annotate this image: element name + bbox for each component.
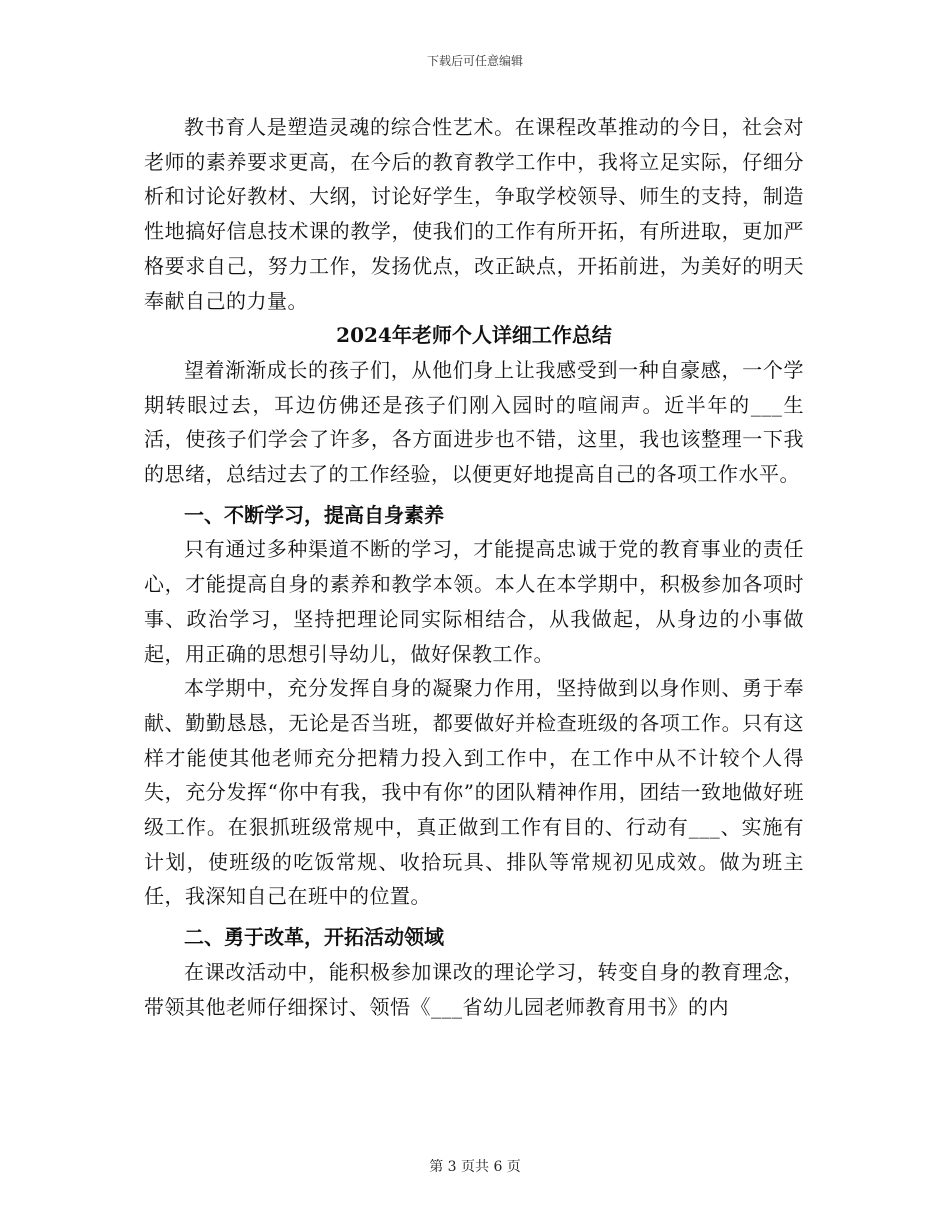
paragraph-1: 教书育人是塑造灵魂的综合性艺术。在课程改革推动的今日，社会对老师的素养要求更高，在今后的教育教学工作中，我将立足实际，仔细分析和讨论好教材、大纲，讨论好学生，争取学校领导、师生的支持，制造性地搞好信息技术课的教学，使我们的工作有所开拓，有所进取，更加严格要求自己，努力工作，发扬优点，改正缺点，开拓前进，为美好的明天奉献自己的力量。 — [144, 115, 804, 313]
page-footer: 第 3 页共 6 页 — [429, 1159, 521, 1175]
section-title: 2024年老师个人详细工作总结 — [336, 323, 612, 348]
paragraph-2: 望着渐渐成长的孩子们，从他们身上让我感受到一种自豪感，一个学期转眼过去，耳边仿佛还是孩子们刚入园时的喧闹声。近半年的___生活，使孩子们学会了许多，各方面进步也不错，这里，我也该整理一下我的思绪，总结过去了的工作经验，以便更好地提高自己的各项工作水平。 — [144, 357, 804, 487]
paragraph-4: 本学期中，充分发挥自身的凝聚力作用，坚持做到以身作则、勇于奉献、勤勤恳恳，无论是否当班，都要做好并检查班级的各项工作。只有这样才能使其他老师充分把精力投入到工作中，在工作中从不计较个人得失，充分发挥“你中有我，我中有你”的团队精神作用，团结一致地做好班级工作。在狠抓班级常规中，真正做到工作有目的、行动有___、实施有计划，使班级的吃饭常规、收拾玩具、排队等常规初见成效。做为班主任，我深知自己在班中的位置。 — [144, 676, 804, 909]
document-body — [144, 110, 804, 1024]
page-header: 下载后可任意编辑 — [426, 54, 523, 68]
paragraph-3: 只有通过多种渠道不断的学习，才能提高忠诚于党的教育事业的责任心，才能提高自身的素养和教学本领。本人在本学期中，积极参加各项时事、政治学习，坚持把理论同实际相结合，从我做起，从身边的小事做起，用正确的思想引导幼儿，做好保教工作。 — [144, 537, 804, 666]
heading-1: 一、不断学习，提高自身素养 — [184, 502, 444, 527]
heading-2: 二、勇于改革，开拓活动领域 — [184, 925, 444, 950]
paragraph-5: 在课改活动中，能积极参加课改的理论学习，转变自身的教育理念，带领其他老师仔细探讨、领悟《___省幼儿园老师教育用书》的内 — [144, 959, 804, 1019]
